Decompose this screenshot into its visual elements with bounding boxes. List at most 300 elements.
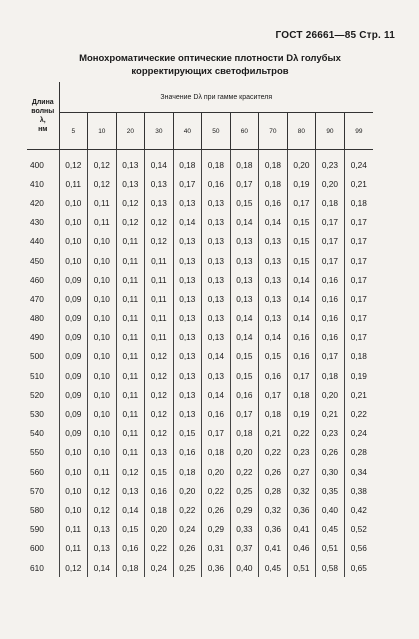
wavelength-header-line: нм: [38, 125, 48, 133]
density-cell: 0,14: [230, 213, 259, 232]
density-cell: 0,18: [230, 424, 259, 443]
density-cell: 0,11: [116, 270, 145, 289]
density-cell: 0,11: [145, 270, 174, 289]
density-table: [27, 82, 373, 577]
density-cell: 0,13: [145, 443, 174, 462]
density-cell: 0,27: [287, 462, 316, 481]
density-cell: 0,13: [259, 309, 288, 328]
density-cell: 0,20: [287, 150, 316, 175]
density-cell: 0,14: [259, 213, 288, 232]
table-row: [27, 289, 373, 308]
table-row: [27, 309, 373, 328]
density-cell: 0,10: [88, 366, 117, 385]
wavelength-cell: 420: [30, 197, 44, 208]
density-cell: 0,18: [287, 385, 316, 404]
density-cell: 0,11: [145, 309, 174, 328]
density-cell: 0,21: [259, 424, 288, 443]
density-cell: 0,17: [230, 174, 259, 193]
density-cell: 0,13: [202, 193, 231, 212]
column-header: 80: [287, 113, 316, 150]
density-cell: 0,29: [230, 500, 259, 519]
density-cell: 0,37: [230, 539, 259, 558]
density-cell: 0,11: [145, 328, 174, 347]
density-cell: 0,17: [344, 309, 373, 328]
density-cell: 0,11: [116, 289, 145, 308]
density-cell: 0,11: [59, 539, 88, 558]
wavelength-cell: 560: [30, 466, 44, 477]
table-row: [27, 174, 373, 193]
density-cell: 0,16: [287, 328, 316, 347]
density-cell: 0,09: [59, 347, 88, 366]
density-cell: 0,20: [202, 462, 231, 481]
density-cell: 0,13: [202, 270, 231, 289]
density-cell: 0,17: [259, 385, 288, 404]
density-cell: 0,23: [316, 150, 345, 175]
density-cell: 0,15: [116, 520, 145, 539]
density-cell: 0,09: [59, 404, 88, 423]
density-cell: 0,17: [316, 347, 345, 366]
wavelength-cell: 440: [30, 236, 44, 247]
density-cell: 0,40: [230, 558, 259, 577]
density-cell: 0,13: [173, 366, 202, 385]
density-cell: 0,10: [59, 443, 88, 462]
density-cell: 0,14: [116, 500, 145, 519]
density-cell: 0,51: [316, 539, 345, 558]
title-line-1: Монохроматические оптические плотности Dλ голубых: [79, 53, 341, 64]
density-cell: 0,15: [173, 424, 202, 443]
wavelength-cell: 460: [30, 274, 44, 285]
wavelength-cell: 550: [30, 447, 44, 458]
density-cell: 0,17: [344, 289, 373, 308]
gamma-super-header: Значение Dλ при гамме красителя: [59, 82, 373, 113]
column-header: 10: [88, 113, 117, 150]
density-cell: 0,14: [259, 328, 288, 347]
density-cell: 0,13: [173, 328, 202, 347]
wavelength-cell: 610: [30, 562, 44, 573]
density-cell: 0,25: [230, 481, 259, 500]
density-cell: 0,15: [230, 347, 259, 366]
table-row: [27, 150, 373, 175]
density-cell: 0,13: [88, 520, 117, 539]
density-cell: 0,22: [230, 462, 259, 481]
density-cell: 0,11: [116, 328, 145, 347]
density-cell: 0,13: [173, 251, 202, 270]
density-cell: 0,18: [230, 150, 259, 175]
density-cell: 0,18: [316, 193, 345, 212]
density-cell: 0,13: [88, 539, 117, 558]
density-cell: 0,18: [344, 347, 373, 366]
density-cell: 0,13: [259, 232, 288, 251]
density-cell: 0,41: [287, 520, 316, 539]
density-cell: 0,21: [316, 404, 345, 423]
density-cell: 0,42: [344, 500, 373, 519]
wavelength-cell: 590: [30, 524, 44, 535]
wavelength-header: [27, 82, 59, 150]
density-cell: 0,09: [59, 366, 88, 385]
density-cell: 0,10: [88, 232, 117, 251]
density-cell: 0,10: [88, 443, 117, 462]
density-cell: 0,10: [59, 213, 88, 232]
table-row: [27, 347, 373, 366]
density-cell: 0,18: [259, 174, 288, 193]
density-cell: 0,13: [202, 213, 231, 232]
density-cell: 0,26: [259, 462, 288, 481]
wavelength-cell: 470: [30, 293, 44, 304]
density-cell: 0,12: [145, 232, 174, 251]
density-cell: 0,13: [116, 481, 145, 500]
density-cell: 0,22: [202, 481, 231, 500]
density-cell: 0,10: [59, 232, 88, 251]
density-cell: 0,13: [173, 404, 202, 423]
wavelength-header-line: λ,: [39, 116, 46, 124]
density-cell: 0,16: [202, 404, 231, 423]
density-cell: 0,15: [230, 366, 259, 385]
wavelength-cell: 520: [30, 389, 44, 400]
density-cell: 0,36: [259, 520, 288, 539]
table-row: [27, 232, 373, 251]
table-row: [27, 481, 373, 500]
density-cell: 0,11: [116, 404, 145, 423]
density-cell: 0,51: [287, 558, 316, 577]
density-cell: 0,12: [145, 347, 174, 366]
density-cell: 0,58: [316, 558, 345, 577]
wavelength-cell: 430: [30, 217, 44, 228]
density-cell: 0,17: [287, 193, 316, 212]
density-cell: 0,34: [344, 462, 373, 481]
density-cell: 0,11: [116, 251, 145, 270]
density-cell: 0,11: [59, 520, 88, 539]
density-cell: 0,24: [344, 424, 373, 443]
density-cell: 0,16: [316, 328, 345, 347]
table-row: [27, 270, 373, 289]
density-cell: 0,17: [344, 270, 373, 289]
wavelength-cell: 410: [30, 178, 44, 189]
density-cell: 0,18: [145, 500, 174, 519]
density-cell: 0,10: [88, 347, 117, 366]
density-cell: 0,14: [230, 328, 259, 347]
density-cell: 0,45: [316, 520, 345, 539]
density-cell: 0,09: [59, 309, 88, 328]
density-cell: 0,13: [173, 232, 202, 251]
density-cell: 0,11: [116, 309, 145, 328]
density-cell: 0,13: [145, 174, 174, 193]
table-row: [27, 366, 373, 385]
density-cell: 0,09: [59, 424, 88, 443]
density-cell: 0,18: [316, 366, 345, 385]
density-cell: 0,52: [344, 520, 373, 539]
density-cell: 0,15: [287, 213, 316, 232]
density-cell: 0,14: [287, 309, 316, 328]
density-cell: 0,15: [230, 193, 259, 212]
super-header-row: [27, 82, 373, 113]
density-cell: 0,12: [88, 150, 117, 175]
density-cell: 0,13: [116, 150, 145, 175]
density-cell: 0,09: [59, 328, 88, 347]
density-cell: 0,16: [316, 289, 345, 308]
density-cell: 0,56: [344, 539, 373, 558]
density-cell: 0,17: [316, 213, 345, 232]
density-cell: 0,22: [145, 539, 174, 558]
density-cell: 0,17: [316, 232, 345, 251]
density-cell: 0,30: [316, 462, 345, 481]
density-cell: 0,28: [344, 443, 373, 462]
column-header: 20: [116, 113, 145, 150]
density-cell: 0,14: [202, 347, 231, 366]
page-header: ГОСТ 26661—85 Стр. 11: [275, 30, 395, 41]
density-cell: 0,13: [202, 328, 231, 347]
density-cell: 0,11: [116, 232, 145, 251]
density-cell: 0,11: [88, 462, 117, 481]
density-cell: 0,22: [259, 443, 288, 462]
density-cell: 0,14: [230, 309, 259, 328]
density-cell: 0,18: [202, 150, 231, 175]
density-cell: 0,36: [287, 500, 316, 519]
density-cell: 0,17: [230, 404, 259, 423]
density-cell: 0,12: [145, 366, 174, 385]
density-cell: 0,13: [173, 309, 202, 328]
wavelength-header-line: Длина: [31, 98, 54, 106]
density-cell: 0,12: [88, 174, 117, 193]
density-cell: 0,14: [88, 558, 117, 577]
density-cell: 0,14: [145, 150, 174, 175]
density-cell: 0,13: [116, 174, 145, 193]
density-cell: 0,12: [145, 213, 174, 232]
wavelength-cell: 400: [30, 159, 44, 170]
density-cell: 0,18: [344, 193, 373, 212]
table-row: [27, 443, 373, 462]
column-header: 30: [145, 113, 174, 150]
density-cell: 0,22: [287, 424, 316, 443]
density-cell: 0,65: [344, 558, 373, 577]
density-cell: 0,36: [202, 558, 231, 577]
table-row: [27, 558, 373, 577]
wavelength-cell: 480: [30, 313, 44, 324]
wavelength-cell: 530: [30, 409, 44, 420]
density-cell: 0,14: [287, 289, 316, 308]
density-cell: 0,11: [88, 213, 117, 232]
wavelength-cell: 500: [30, 351, 44, 362]
density-cell: 0,17: [344, 232, 373, 251]
density-cell: 0,10: [88, 385, 117, 404]
density-cell: 0,13: [173, 289, 202, 308]
density-cell: 0,13: [230, 251, 259, 270]
column-header: 90: [316, 113, 345, 150]
density-cell: 0,38: [344, 481, 373, 500]
table-row: [27, 424, 373, 443]
density-cell: 0,13: [230, 232, 259, 251]
density-cell: 0,12: [116, 193, 145, 212]
density-cell: 0,17: [344, 251, 373, 270]
density-cell: 0,13: [173, 385, 202, 404]
density-cell: 0,11: [116, 424, 145, 443]
column-header: 60: [230, 113, 259, 150]
density-cell: 0,09: [59, 289, 88, 308]
density-cell: 0,32: [259, 500, 288, 519]
wavelength-cell: 600: [30, 543, 44, 554]
density-cell: 0,20: [173, 481, 202, 500]
density-cell: 0,17: [173, 174, 202, 193]
density-cell: 0,10: [88, 251, 117, 270]
density-cell: 0,16: [316, 309, 345, 328]
density-cell: 0,13: [202, 309, 231, 328]
density-cell: 0,12: [116, 462, 145, 481]
density-cell: 0,21: [344, 174, 373, 193]
density-cell: 0,11: [145, 251, 174, 270]
density-cell: 0,12: [88, 481, 117, 500]
density-cell: 0,17: [344, 328, 373, 347]
density-cell: 0,20: [145, 520, 174, 539]
density-cell: 0,10: [88, 404, 117, 423]
density-cell: 0,26: [202, 500, 231, 519]
wavelength-cell: 580: [30, 504, 44, 515]
density-cell: 0,15: [287, 251, 316, 270]
density-cell: 0,25: [173, 558, 202, 577]
table-body: [27, 150, 373, 578]
density-cell: 0,26: [316, 443, 345, 462]
density-cell: 0,20: [316, 385, 345, 404]
density-cell: 0,10: [59, 462, 88, 481]
density-cell: 0,33: [230, 520, 259, 539]
density-cell: 0,10: [59, 193, 88, 212]
column-header: 70: [259, 113, 288, 150]
table-row: [27, 539, 373, 558]
density-cell: 0,35: [316, 481, 345, 500]
density-cell: 0,24: [145, 558, 174, 577]
table-row: [27, 520, 373, 539]
density-cell: 0,12: [145, 385, 174, 404]
density-cell: 0,19: [287, 174, 316, 193]
table-row: [27, 213, 373, 232]
density-cell: 0,12: [59, 150, 88, 175]
density-cell: 0,13: [202, 366, 231, 385]
density-cell: 0,10: [59, 251, 88, 270]
density-cell: 0,09: [59, 385, 88, 404]
density-cell: 0,19: [287, 404, 316, 423]
density-cell: 0,18: [173, 462, 202, 481]
density-cell: 0,14: [287, 270, 316, 289]
density-cell: 0,12: [145, 404, 174, 423]
column-header: 5: [59, 113, 88, 150]
density-cell: 0,18: [173, 150, 202, 175]
density-cell: 0,09: [59, 270, 88, 289]
density-cell: 0,10: [59, 481, 88, 500]
density-cell: 0,12: [145, 424, 174, 443]
density-cell: 0,16: [202, 174, 231, 193]
density-cell: 0,21: [344, 385, 373, 404]
density-cell: 0,16: [145, 481, 174, 500]
density-cell: 0,19: [344, 366, 373, 385]
table-row: [27, 251, 373, 270]
density-cell: 0,10: [59, 500, 88, 519]
density-cell: 0,18: [202, 443, 231, 462]
density-cell: 0,20: [316, 174, 345, 193]
density-cell: 0,11: [116, 366, 145, 385]
density-cell: 0,17: [287, 366, 316, 385]
column-header-row: [27, 113, 373, 150]
density-cell: 0,23: [316, 424, 345, 443]
density-cell: 0,11: [145, 289, 174, 308]
density-cell: 0,13: [173, 347, 202, 366]
density-cell: 0,17: [202, 424, 231, 443]
density-cell: 0,12: [59, 558, 88, 577]
density-cell: 0,16: [259, 193, 288, 212]
density-cell: 0,13: [145, 193, 174, 212]
density-cell: 0,14: [202, 385, 231, 404]
wavelength-header-line: волны: [31, 107, 55, 115]
density-cell: 0,13: [202, 251, 231, 270]
density-cell: 0,20: [230, 443, 259, 462]
density-cell: 0,10: [88, 328, 117, 347]
density-cell: 0,24: [344, 150, 373, 175]
column-header: 50: [202, 113, 231, 150]
table-row: [27, 193, 373, 212]
density-cell: 0,13: [230, 270, 259, 289]
title-line-2: корректирующих светофильтров: [131, 66, 289, 77]
density-cell: 0,22: [344, 404, 373, 423]
density-cell: 0,24: [173, 520, 202, 539]
wavelength-cell: 570: [30, 485, 44, 496]
table-row: [27, 404, 373, 423]
wavelength-cell: 510: [30, 370, 44, 381]
density-cell: 0,23: [287, 443, 316, 462]
density-cell: 0,13: [230, 289, 259, 308]
density-cell: 0,16: [316, 270, 345, 289]
density-cell: 0,10: [88, 289, 117, 308]
density-cell: 0,28: [259, 481, 288, 500]
density-cell: 0,45: [259, 558, 288, 577]
density-cell: 0,32: [287, 481, 316, 500]
density-cell: 0,16: [259, 366, 288, 385]
density-cell: 0,16: [173, 443, 202, 462]
table-row: [27, 500, 373, 519]
density-cell: 0,13: [259, 270, 288, 289]
density-cell: 0,10: [88, 309, 117, 328]
density-cell: 0,15: [287, 232, 316, 251]
density-cell: 0,16: [230, 385, 259, 404]
density-cell: 0,11: [116, 443, 145, 462]
density-cell: 0,10: [88, 424, 117, 443]
density-cell: 0,15: [145, 462, 174, 481]
density-cell: 0,41: [259, 539, 288, 558]
density-cell: 0,13: [202, 232, 231, 251]
density-cell: 0,11: [116, 385, 145, 404]
wavelength-cell: 490: [30, 332, 44, 343]
column-header: 99: [344, 113, 373, 150]
density-cell: 0,40: [316, 500, 345, 519]
wavelength-cell: 540: [30, 428, 44, 439]
density-cell: 0,17: [344, 213, 373, 232]
density-cell: 0,11: [88, 193, 117, 212]
density-cell: 0,46: [287, 539, 316, 558]
density-cell: 0,18: [259, 150, 288, 175]
density-cell: 0,11: [59, 174, 88, 193]
density-cell: 0,16: [287, 347, 316, 366]
density-cell: 0,17: [316, 251, 345, 270]
density-cell: 0,26: [173, 539, 202, 558]
density-cell: 0,13: [173, 270, 202, 289]
density-cell: 0,12: [88, 500, 117, 519]
density-cell: 0,31: [202, 539, 231, 558]
density-cell: 0,12: [116, 213, 145, 232]
column-header: 40: [173, 113, 202, 150]
table-row: [27, 328, 373, 347]
density-cell: 0,18: [259, 404, 288, 423]
wavelength-cell: 450: [30, 255, 44, 266]
table-row: [27, 462, 373, 481]
density-cell: 0,13: [259, 251, 288, 270]
density-cell: 0,13: [259, 289, 288, 308]
density-cell: 0,11: [116, 347, 145, 366]
